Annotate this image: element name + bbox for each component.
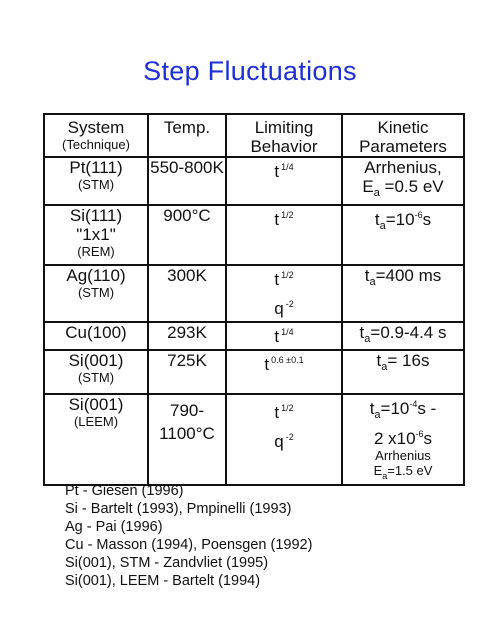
technique-name: (STM) [77,285,115,300]
limiting-exponent: 1/4 [281,327,294,337]
time-unit-2: s [423,429,433,448]
kinetic-line1 [343,395,463,425]
reference-item: Pt - Giesen (1996) [65,483,184,499]
header-temp-label: Temp. [163,118,211,137]
limiting-exponent: 1/2 [281,270,294,280]
limiting-exponent: 0.6 ±0.1 [271,355,304,365]
time-value: =10 [380,399,410,418]
header-limiting-label: Limiting [254,118,314,137]
reference-item: Si(001), STM - Zandvliet (1995) [65,555,269,571]
time-value: =400 ms [375,266,442,285]
time-symbol: t [359,323,365,342]
kinetic-cell [342,350,464,394]
energy-symbol: E [362,177,374,196]
system-name: Ag(110) [66,266,126,285]
time-symbol: t [376,351,382,370]
system-cell [44,322,148,350]
table-row [44,322,464,350]
limiting-base-2: q [274,432,284,451]
time-value: =10 [385,210,415,229]
time-symbol: t [364,266,370,285]
kinetic-cell [342,205,464,265]
kinetic-energy [343,463,463,484]
references-list [65,482,485,590]
technique-name: (REM) [77,244,115,259]
temp-value: 900°C [163,206,211,225]
time-unit: s [422,210,432,229]
header-parameters-label: Parameters [359,137,447,156]
kinetic-cell [342,322,464,350]
header-kinetic [342,114,464,157]
system-name: Si(001) [68,395,124,414]
kinetic-line3: Arrhenius [375,448,431,463]
table-row [44,394,464,485]
energy-subscript: a [382,471,388,481]
time-subscript: a [374,409,381,421]
system-cell [44,350,148,394]
limiting-exponent-2: -2 [285,432,294,442]
limiting-cell [226,394,342,485]
temp-cell [148,205,226,265]
kinetic-cell [342,157,464,205]
temp-cell [148,394,226,485]
temp-cell [148,265,226,322]
header-row [44,114,464,157]
time-subscript: a [381,361,388,373]
header-behavior-label: Behavior [250,137,318,156]
time-subscript: a [379,220,386,232]
header-system-label: System [67,118,125,137]
kinetic-energy [343,177,463,203]
system-name: Pt(111) [69,158,123,177]
time-value-2: 2 x10 [373,429,416,448]
table-row [44,157,464,205]
technique-name: (LEEM) [73,414,119,429]
temp-cell [148,157,226,205]
time-subscript: a [364,333,371,345]
energy-value: =0.5 eV [379,177,444,196]
time-value: =0.9-4.4 s [370,323,447,342]
energy-subscript: a [373,187,380,199]
reference-item: Cu - Masson (1994), Poensgen (1992) [65,537,313,553]
system-name: Si(001) [68,351,124,370]
system-cell [44,394,148,485]
header-system [44,114,148,157]
reference-item: Si(001), LEEM - Bartelt (1994) [65,573,261,589]
table-row [44,265,464,322]
system-name: Cu(100) [65,323,127,342]
temp-value: 725K [167,351,207,370]
energy-symbol: E [373,463,383,478]
header-kinetic-label: Kinetic [377,118,429,137]
limiting-exponent-2: -2 [285,299,294,309]
limiting-base: t [274,210,280,229]
step-fluctuations-table [43,113,465,486]
system-cell [44,265,148,322]
header-technique-label: (Technique) [62,137,130,152]
reference-item: Ag - Pai (1996) [65,519,163,535]
kinetic-cell [342,394,464,485]
time-unit: s - [417,399,437,418]
limiting-base: t [274,403,280,422]
system-name: Si(111) [69,206,123,225]
header-temp [148,114,226,157]
table-row [44,205,464,265]
temp-cell [148,322,226,350]
limiting-exponent: 1/2 [281,403,294,413]
kinetic-cell [342,265,464,322]
time-exponent-2: -6 [415,429,424,439]
limiting-cell [226,205,342,265]
time-symbol: t [374,210,380,229]
table-row [44,350,464,394]
kinetic-line2 [343,425,463,448]
limiting-base: t [274,327,280,346]
time-exponent: -6 [414,210,423,220]
time-exponent: -4 [409,399,418,409]
temp-cell [148,350,226,394]
header-limiting [226,114,342,157]
limiting-base-2: q [274,299,284,318]
kinetic-line1: Arrhenius, [364,158,442,177]
limiting-cell [226,157,342,205]
time-subscript: a [369,276,376,288]
temp-value: 293K [167,323,207,342]
limiting-cell [226,265,342,322]
limiting-cell [226,350,342,394]
technique-name: (STM) [77,370,115,385]
limiting-base: t [274,270,280,289]
technique-name: (STM) [77,177,115,192]
temp-value-2: 1100°C [159,424,215,443]
system-name-extra: "1x1" [76,225,116,244]
limiting-base: t [274,162,280,181]
temp-value: 300K [167,266,207,285]
limiting-exponent: 1/4 [281,162,294,172]
temp-value: 550-800K [150,158,224,177]
limiting-cell [226,322,342,350]
limiting-base: t [264,355,270,374]
time-symbol: t [369,399,375,418]
limiting-exponent: 1/2 [281,210,294,220]
temp-value: 790- [169,401,205,420]
system-cell [44,157,148,205]
time-value: = 16s [387,351,430,370]
page-title: Step Fluctuations [143,56,357,86]
system-cell [44,205,148,265]
energy-value: =1.5 eV [387,463,433,478]
reference-item: Si - Bartelt (1993), Pmpinelli (1993) [65,501,292,517]
